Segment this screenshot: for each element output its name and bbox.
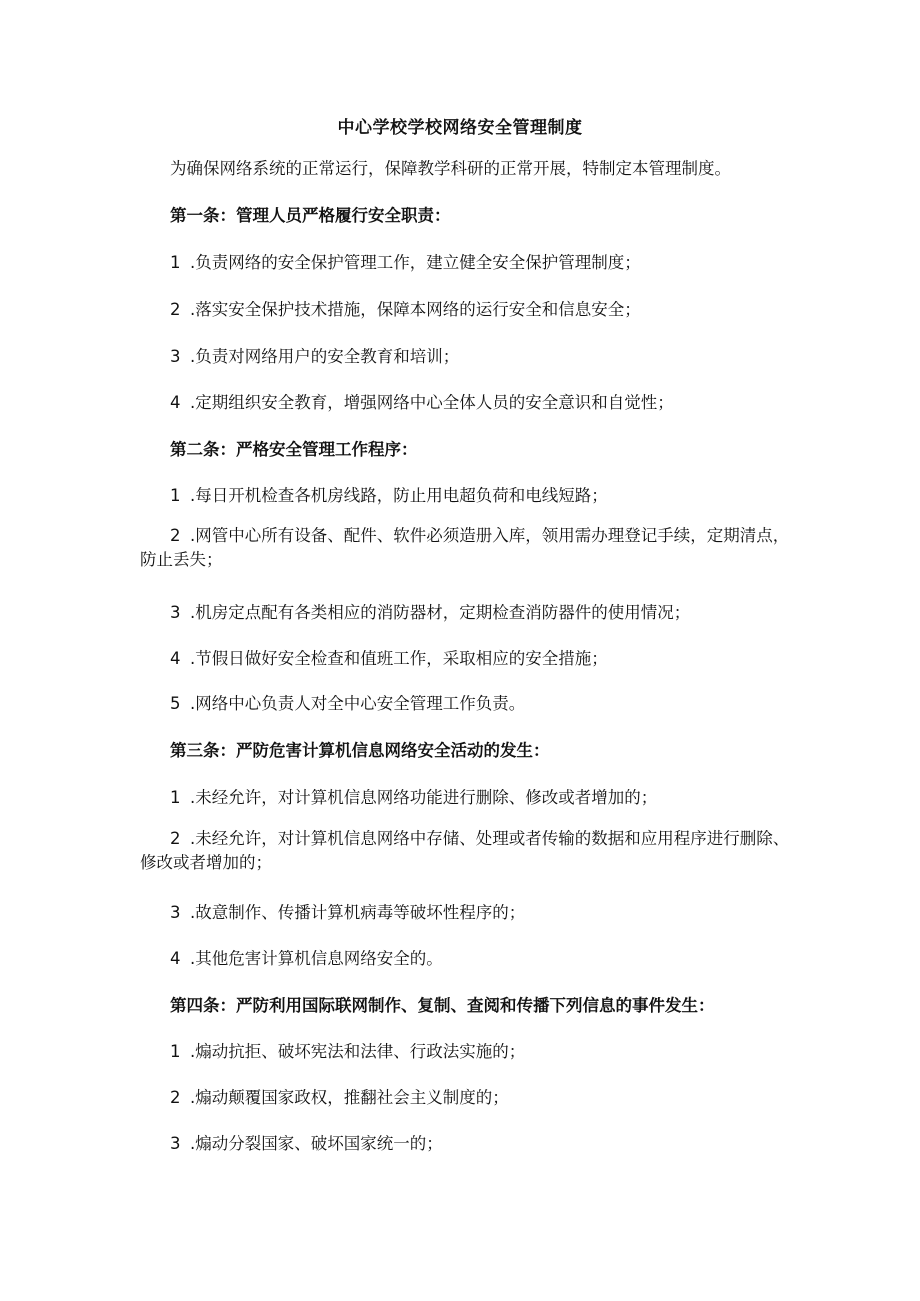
item-text: .节假日做好安全检查和值班工作，采取相应的安全措施； (190, 649, 608, 668)
list-item (140, 827, 800, 875)
item-text: .其他危害计算机信息网络安全的。 (190, 949, 443, 968)
item-text: .网管中心所有设备、配件、软件必须造册入库，领用需办理登记手续，定期清点，防止丢失； (140, 526, 790, 569)
list-item (170, 1086, 509, 1110)
item-text: .每日开机检查各机房线路，防止用电超负荷和电线短路； (190, 486, 608, 505)
item-text: .负责网络的安全保护管理工作，建立健全安全保护管理制度； (190, 253, 641, 272)
item-text: .未经允许，对计算机信息网络功能进行删除、修改或者增加的； (190, 788, 658, 807)
item-number: 1 (170, 788, 181, 807)
item-number: 3 (170, 347, 181, 366)
list-item (170, 601, 690, 625)
item-text: .煽动抗拒、破坏宪法和法律、行政法实施的； (190, 1042, 526, 1061)
item-text: .未经允许，对计算机信息网络中存储、处理或者传输的数据和应用程序进行删除、修改或者增加的； (140, 829, 790, 872)
item-number: 3 (170, 603, 181, 622)
list-item (170, 692, 525, 716)
list-item (170, 345, 459, 369)
item-text: .煽动分裂国家、破坏国家统一的； (190, 1134, 443, 1153)
item-text: .网络中心负责人对全中心安全管理工作负责。 (190, 694, 526, 713)
item-number: 4 (170, 949, 181, 968)
item-number: 2 (170, 829, 181, 848)
list-item (170, 251, 641, 275)
list-item (170, 484, 608, 508)
item-text: .落实安全保护技术措施，保障本网络的运行安全和信息安全； (190, 300, 641, 319)
item-text: .定期组织安全教育，增强网络中心全体人员的安全意识和自觉性； (190, 393, 674, 412)
item-number: 4 (170, 393, 181, 412)
item-number: 2 (170, 300, 181, 319)
item-text: .故意制作、传播计算机病毒等破坏性程序的； (190, 903, 526, 922)
article-1-heading: 第一条：管理人员严格履行安全职责： (170, 206, 451, 225)
article-4-heading: 第四条：严防利用国际联网制作、复制、查阅和传播下列信息的事件发生： (170, 996, 715, 1015)
item-number: 4 (170, 649, 181, 668)
item-number: 1 (170, 486, 181, 505)
item-number: 3 (170, 1134, 181, 1153)
article-2-heading: 第二条：严格安全管理工作程序： (170, 440, 418, 459)
item-number: 5 (170, 694, 181, 713)
item-text: .负责对网络用户的安全教育和培训； (190, 347, 460, 366)
list-item (170, 298, 641, 322)
item-number: 3 (170, 903, 181, 922)
item-number: 1 (170, 1042, 181, 1061)
list-item (170, 901, 525, 925)
item-text: .机房定点配有各类相应的消防器材，定期检查消防器件的使用情况； (190, 603, 691, 622)
item-number: 2 (170, 526, 181, 545)
item-number: 1 (170, 253, 181, 272)
article-3-heading: 第三条：严防危害计算机信息网络安全活动的发生： (170, 741, 550, 760)
list-item (170, 786, 657, 810)
list-item (170, 1132, 443, 1156)
list-item (140, 524, 800, 572)
list-item (170, 391, 674, 415)
list-item (170, 1040, 525, 1064)
item-number: 2 (170, 1088, 181, 1107)
list-item (170, 647, 608, 671)
intro-paragraph: 为确保网络系统的正常运行，保障教学科研的正常开展，特制定本管理制度。 (170, 159, 731, 178)
document-title: 中心学校学校网络安全管理制度 (337, 118, 583, 138)
item-text: .煽动颠覆国家政权，推翻社会主义制度的； (190, 1088, 509, 1107)
list-item (170, 947, 443, 971)
